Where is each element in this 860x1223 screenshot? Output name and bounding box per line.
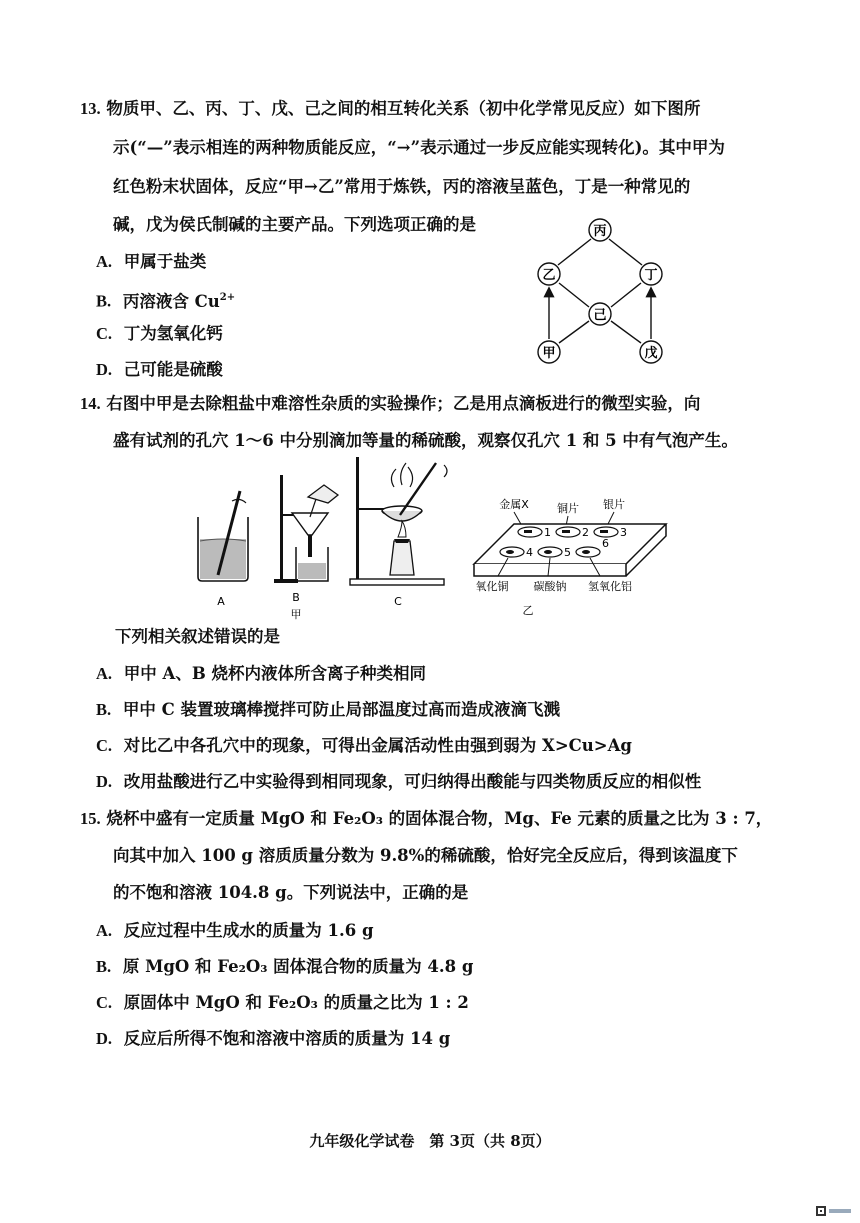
hole-label-5: 5: [564, 546, 571, 559]
q15-option-b-label: B.: [96, 957, 112, 976]
q14-option-d-label: D.: [96, 772, 113, 791]
node-ding-label: 丁: [644, 268, 658, 283]
node-yi-label: 乙: [542, 268, 556, 283]
q13-option-c: [96, 323, 223, 345]
q15-text-1: 烧杯中盛有一定质量 MgO 和 Fe₂O₃ 的固体混合物，Mg、Fe 元素的质量之比为 3 : 7，: [106, 809, 773, 828]
q13-option-a: [96, 251, 206, 273]
edge-ding-ji: [611, 283, 641, 307]
edge-bing-yi: [558, 239, 591, 265]
node-ji-label: 己: [593, 308, 607, 323]
node-jia-label: 甲: [542, 346, 556, 361]
q14-option-c: [96, 735, 632, 757]
label-copper: 铜片: [557, 502, 579, 515]
node-bing-label: 丙: [593, 224, 607, 239]
apparatus-b-filtration: [274, 475, 338, 583]
q15-line-1: [80, 808, 772, 830]
q14-figure-jia: [188, 455, 460, 625]
q13-option-d: [96, 359, 223, 381]
q15-option-b-text: 原 MgO 和 Fe₂O₃ 固体混合物的质量为 4.8 g: [122, 957, 474, 976]
q14-option-c-label: C.: [96, 736, 113, 755]
q14-option-a: [96, 663, 426, 685]
q13-line-2: 示(“—”表示相连的两种物质能反应，“→”表示通过一步反应能实现转化)。其中甲为: [113, 138, 725, 157]
q13-option-b-label: B.: [96, 291, 112, 311]
label-figure-yi: 乙: [522, 604, 534, 617]
q14-option-d: [96, 771, 701, 793]
node-wu-label: 戊: [644, 346, 658, 361]
hole-label-1: 1: [544, 526, 551, 539]
label-figure-jia: 甲: [290, 608, 302, 621]
q15-line-2: 向其中加入 100 g 溶质质量分数为 9.8%的稀硫酸，恰好完全反应后，得到该温度下: [113, 846, 738, 865]
q14-stem: 下列相关叙述错误的是: [115, 627, 280, 646]
q14-option-c-text: 对比乙中各孔穴中的现象，可得出金属活动性由强到弱为 X>Cu>Ag: [123, 736, 632, 755]
q14-option-a-label: A.: [96, 664, 113, 683]
q13-relation-diagram: [525, 215, 675, 370]
label-apparatus-b: B: [292, 591, 300, 604]
hole-label-2: 2: [582, 526, 589, 539]
label-apparatus-c: C: [394, 595, 402, 608]
q15-option-a: [96, 920, 374, 942]
label-copper-oxide: 氧化铜: [475, 580, 509, 593]
label-silver: 银片: [603, 498, 625, 511]
q13-option-a-label: A.: [96, 252, 113, 271]
edge-wu-ji: [611, 321, 641, 343]
q15-line-3: 的不饱和溶液 104.8 g。下列说法中，正确的是: [113, 883, 469, 902]
q13-option-b-text: 丙溶液含 Cu: [122, 291, 220, 311]
q14-option-b-label: B.: [96, 700, 112, 719]
q15-number: 15.: [80, 809, 101, 828]
edge-bing-ding: [609, 239, 642, 265]
q14-figure-yi: [468, 490, 672, 622]
q14-text-1: 右图中甲是去除粗盐中难溶性杂质的实验操作；乙是用点滴板进行的微型实验，向: [106, 394, 701, 413]
hole-label-4: 4: [526, 546, 533, 559]
q13-line-1: [80, 98, 700, 120]
edge-yi-ji: [559, 283, 589, 307]
edge-jia-ji: [559, 321, 589, 343]
q14-option-b: [96, 699, 560, 721]
q15-option-c-text: 原固体中 MgO 和 Fe₂O₃ 的质量之比为 1 : 2: [123, 993, 469, 1012]
q13-option-d-text: 己可能是硫酸: [123, 360, 223, 379]
q13-option-b-superscript: 2+: [219, 292, 236, 303]
q15-option-d-label: D.: [96, 1029, 113, 1048]
apparatus-a-beaker: [198, 491, 248, 581]
q13-text-1: 物质甲、乙、丙、丁、戊、己之间的相互转化关系（初中化学常见反应）如下图所: [106, 99, 701, 118]
q13-number: 13.: [80, 99, 101, 118]
hole-label-6: 6: [602, 537, 609, 550]
hole-label-3: 3: [620, 526, 627, 539]
q13-option-c-text: 丁为氢氧化钙: [123, 324, 223, 343]
q14-number: 14.: [80, 394, 101, 413]
q15-option-b: [96, 956, 473, 978]
q15-option-d: [96, 1028, 450, 1050]
q13-option-d-label: D.: [96, 360, 113, 379]
q15-option-c-label: C.: [96, 993, 113, 1012]
label-metal-x: 金属X: [499, 498, 529, 511]
page-footer: 九年级化学试卷 第 3页（共 8页）: [309, 1132, 551, 1150]
q15-option-c: [96, 992, 469, 1014]
label-sodium-carbonate: 碳酸钠: [533, 580, 567, 593]
q15-option-d-text: 反应后所得不饱和溶液中溶质的质量为 14 g: [123, 1029, 451, 1048]
q13-option-a-text: 甲属于盐类: [123, 252, 207, 271]
q15-option-a-label: A.: [96, 921, 113, 940]
q14-line-2: 盛有试剂的孔穴 1～6 中分别滴加等量的稀硫酸，观察仅孔穴 1 和 5 中有气泡产生。: [113, 431, 738, 450]
q13-option-b: [96, 287, 235, 313]
label-apparatus-a: A: [217, 595, 225, 608]
q14-option-b-text: 甲中 C 装置玻璃棒搅拌可防止局部温度过高而造成液滴飞溅: [122, 700, 561, 719]
q15-option-a-text: 反应过程中生成水的质量为 1.6 g: [123, 921, 374, 940]
label-aluminium-hydroxide: 氢氧化铝: [588, 580, 632, 593]
q13-line-3: 红色粉末状固体，反应“甲→乙”常用于炼铁，丙的溶液呈蓝色，丁是一种常见的: [113, 177, 691, 196]
q13-line-4: 碱，戊为侯氏制碱的主要产品。下列选项正确的是: [113, 215, 476, 234]
apparatus-c-evaporation: [350, 457, 447, 585]
q14-line-1: [80, 393, 700, 415]
scanner-watermark-icon: [816, 1203, 852, 1215]
q13-option-c-label: C.: [96, 324, 113, 343]
q14-option-a-text: 甲中 A、B 烧杯内液体所含离子种类相同: [123, 664, 427, 683]
q14-option-d-text: 改用盐酸进行乙中实验得到相同现象，可归纳得出酸能与四类物质反应的相似性: [123, 772, 702, 791]
